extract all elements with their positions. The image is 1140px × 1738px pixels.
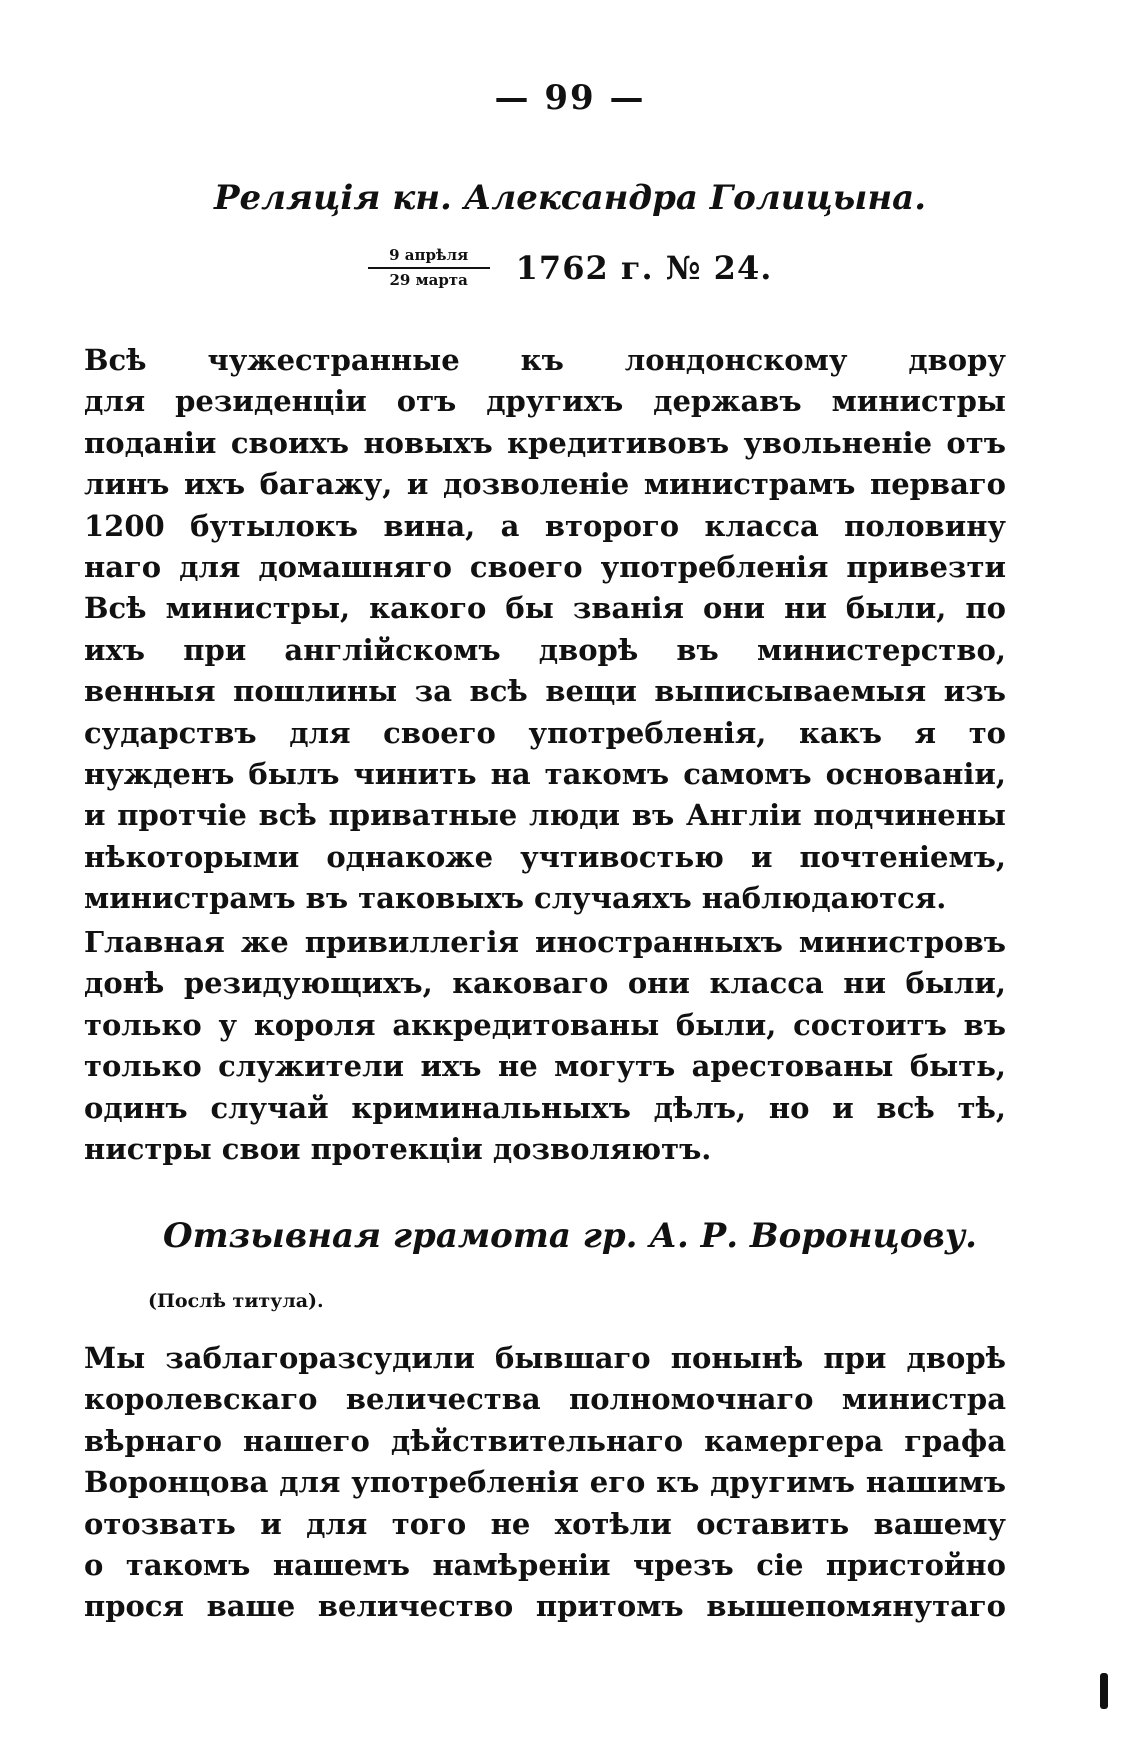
text-line: Всѣ министры, какого бы званія они ни были, по bbox=[84, 591, 1006, 626]
text-line: 1200 бутылокъ вина, а второго класса половину bbox=[84, 508, 1006, 543]
paragraph-1 bbox=[84, 340, 1006, 919]
text-line: одинъ случай криминальныхъ дѣлъ, но и всѣ тѣ, bbox=[84, 1090, 1006, 1125]
text-line: для резиденціи отъ другихъ державъ министры bbox=[84, 384, 1006, 419]
dateline bbox=[0, 248, 1140, 288]
text-line: только у короля аккредитованы были, состоитъ въ bbox=[84, 1007, 1006, 1042]
text-line: о такомъ нашемъ намѣреніи чрезъ сіе пристойно bbox=[84, 1547, 1006, 1582]
page-number: — 99 — bbox=[494, 78, 646, 118]
section-title-recall-letter: Отзывная грамота гр. А. Р. Воронцову. bbox=[162, 1216, 978, 1256]
text-line: вѣрнаго нашего дѣйствительнаго камергера графа bbox=[84, 1423, 1006, 1458]
text-line: линъ ихъ багажу, и дозволеніе министрамъ перваго bbox=[84, 467, 1006, 502]
date-fraction bbox=[368, 248, 490, 288]
text-line: министрамъ въ таковыхъ случаяхъ наблюдаются. bbox=[84, 881, 947, 916]
paragraph-3 bbox=[84, 1338, 1006, 1628]
text-line: наго для домашняго своего употребленія привезти bbox=[84, 549, 1006, 584]
text-line: Главная же привиллегія иностранныхъ министровъ bbox=[84, 925, 1006, 959]
year-and-number: 1762 г. № 24. bbox=[515, 249, 773, 287]
paragraph-2 bbox=[84, 922, 1006, 1170]
text-line: ихъ при англійскомъ дворѣ въ министерство, bbox=[84, 632, 1006, 667]
text-line: и протчіе всѣ приватные люди въ Англіи подчинены bbox=[84, 798, 1006, 833]
text-line: королевскаго величества полномочнаго министра bbox=[84, 1382, 1006, 1417]
text-line: нистры свои протекціи дозволяютъ. bbox=[84, 1131, 712, 1166]
text-line: поданіи своихъ новыхъ кредитивовъ увольненіе отъ bbox=[84, 425, 1006, 460]
page-edge-mark bbox=[1100, 1673, 1108, 1709]
text-line: Воронцова для употребленія его къ другимъ нашимъ bbox=[84, 1465, 1006, 1500]
text-line: Мы заблагоразсудили бывшаго понынѣ при дворѣ bbox=[84, 1341, 1006, 1375]
text-line: нѣкоторыми однакоже учтивостью и почтеніемъ, bbox=[84, 839, 1006, 874]
date-denominator: 29 марта bbox=[389, 271, 468, 289]
date-numerator: 9 апрѣля bbox=[389, 246, 469, 264]
section-title-relation: Реляція кн. Александра Голицына. bbox=[213, 178, 927, 218]
text-line: нужденъ былъ чинить на такомъ самомъ основаніи, bbox=[84, 756, 1006, 791]
text-line: только служители ихъ не могутъ арестованы быть, bbox=[84, 1049, 1006, 1084]
text-line: венныя пошлины за всѣ вещи выписываемыя изъ bbox=[84, 674, 1006, 709]
text-line: сударствъ для своего употребленія, какъ я то bbox=[84, 715, 1006, 750]
text-line: Всѣ чужестранные къ лондонскому двору bbox=[84, 343, 1006, 377]
text-line: донѣ резидующихъ, каковаго они класса ни были, bbox=[84, 966, 1006, 1001]
text-line: отозвать и для того не хотѣли оставить вашему bbox=[84, 1506, 1006, 1541]
text-line: прося ваше величество притомъ вышепомянутаго bbox=[84, 1589, 1006, 1624]
section-subtitle: (Послѣ титула). bbox=[148, 1290, 324, 1312]
